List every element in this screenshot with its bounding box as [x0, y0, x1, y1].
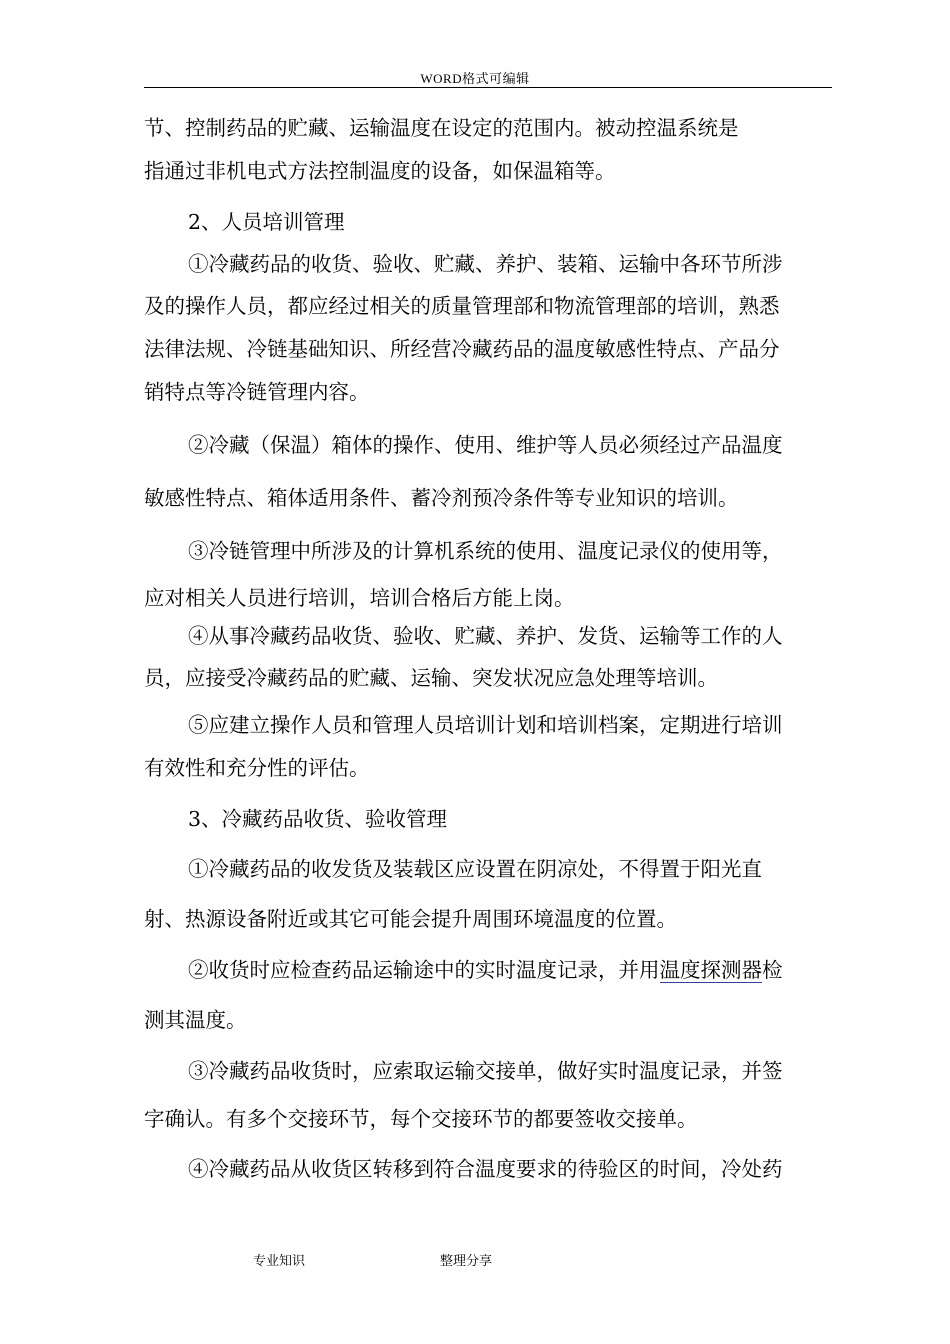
- text-line: 及的操作人员，都应经过相关的质量管理部和物流管理部的培训，熟悉: [144, 294, 780, 318]
- text-line: ④从事冷藏药品收货、验收、贮藏、养护、发货、运输等工作的人: [188, 624, 783, 648]
- header-rule: [144, 87, 832, 88]
- footer-right-text: 整理分享: [440, 1254, 493, 1269]
- footer-left-text: 专业知识: [253, 1254, 306, 1269]
- text-line: 有效性和充分性的评估。: [144, 756, 370, 780]
- text-line: 法律法规、冷链基础知识、所经营冷藏药品的温度敏感性特点、产品分: [144, 337, 780, 361]
- text-line: 字确认。有多个交接环节，每个交接环节的都要签收交接单。: [144, 1107, 698, 1131]
- text-line: 指通过非机电式方法控制温度的设备，如保温箱等。: [144, 159, 616, 183]
- text-line-with-link: [188, 956, 783, 984]
- text-segment: ②收货时应检查药品运输途中的实时温度记录，并用: [188, 958, 660, 982]
- text-line: 测其温度。: [144, 1008, 247, 1032]
- temperature-detector-link[interactable]: 温度探测器: [659, 958, 762, 982]
- text-line: ④冷藏药品从收货区转移到符合温度要求的待验区的时间，冷处药: [188, 1157, 783, 1181]
- section-heading: 3、冷藏药品收货、验收管理: [188, 807, 448, 831]
- section-heading: 2、人员培训管理: [188, 210, 345, 234]
- text-line: 应对相关人员进行培训，培训合格后方能上岗。: [144, 586, 575, 610]
- text-line: ③冷藏药品收货时，应索取运输交接单，做好实时温度记录，并签: [188, 1059, 783, 1083]
- text-line: ⑤应建立操作人员和管理人员培训计划和培训档案，定期进行培训: [188, 713, 783, 737]
- text-line: ①冷藏药品的收货、验收、贮藏、养护、装箱、运输中各环节所涉: [188, 252, 783, 276]
- text-segment: 检: [762, 958, 783, 982]
- text-line: 节、控制药品的贮藏、运输温度在设定的范围内。被动控温系统是: [144, 116, 739, 140]
- text-line: 敏感性特点、箱体适用条件、蓄冷剂预冷条件等专业知识的培训。: [144, 486, 739, 510]
- text-line: ③冷链管理中所涉及的计算机系统的使用、温度记录仪的使用等，: [188, 539, 783, 563]
- header-text: WORD格式可编辑: [420, 71, 530, 86]
- text-line: ①冷藏药品的收发货及装载区应设置在阴凉处，不得置于阳光直: [188, 857, 762, 881]
- text-line: 射、热源设备附近或其它可能会提升周围环境温度的位置。: [144, 907, 677, 931]
- text-line: 销特点等冷链管理内容。: [144, 380, 370, 404]
- text-line: 员，应接受冷藏药品的贮藏、运输、突发状况应急处理等培训。: [144, 666, 718, 690]
- text-line: ②冷藏（保温）箱体的操作、使用、维护等人员必须经过产品温度: [188, 433, 783, 457]
